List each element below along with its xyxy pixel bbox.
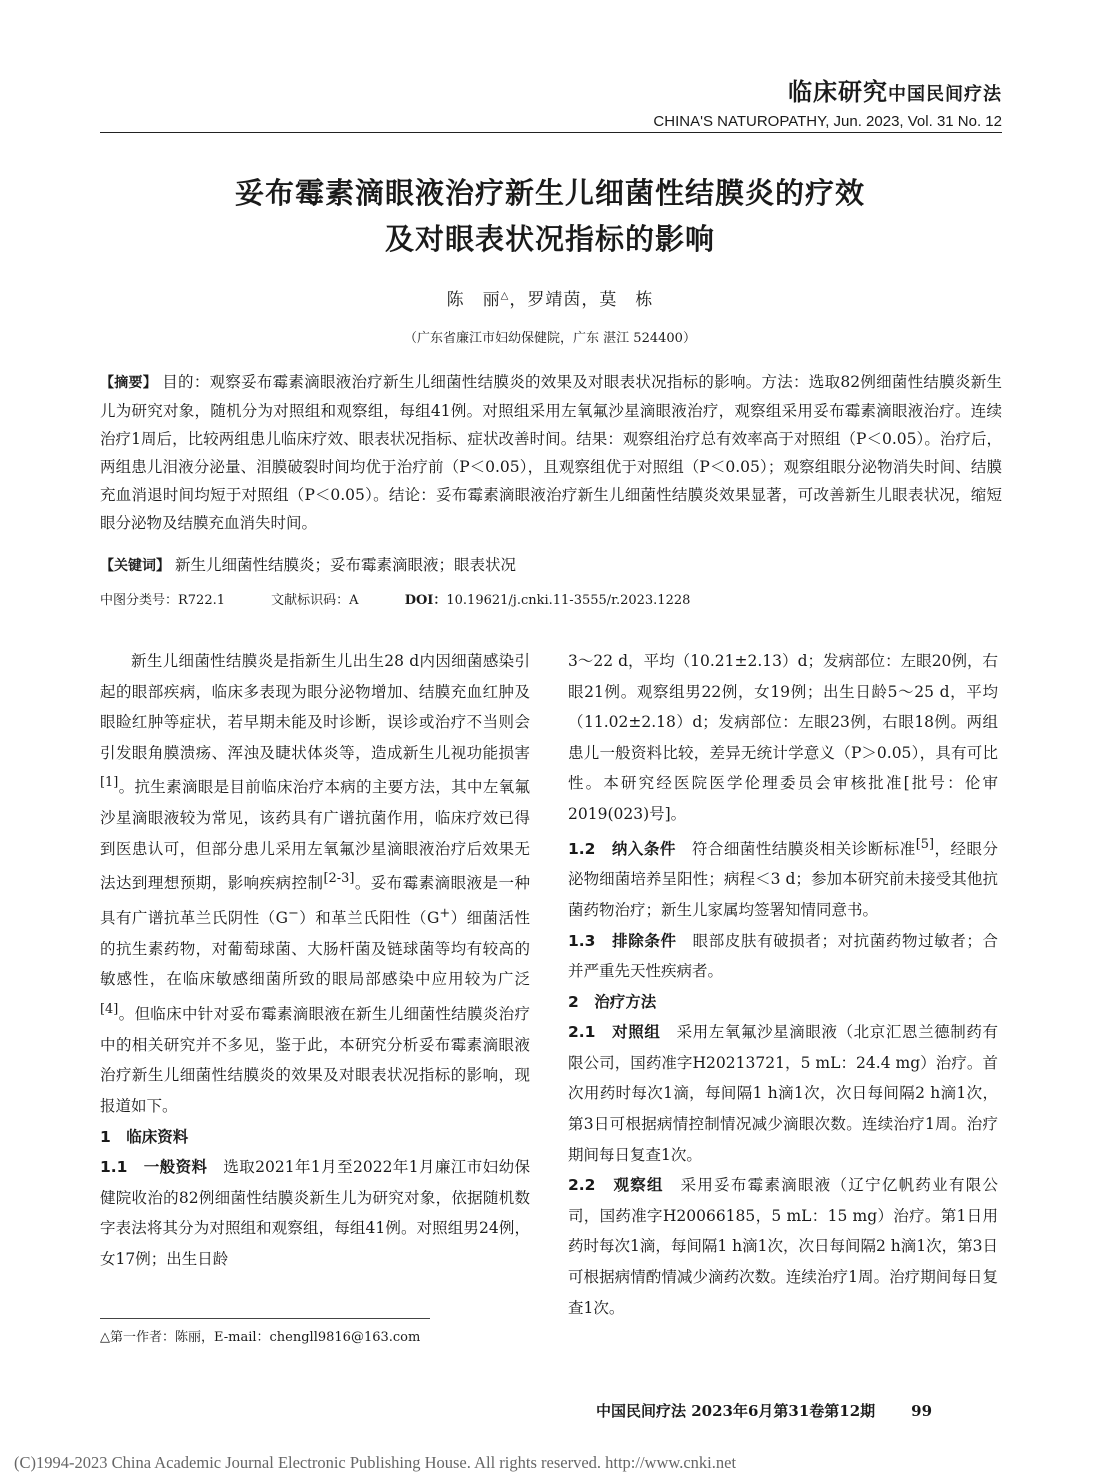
intro-text-5: ）细菌活性的抗生素药物，对葡萄球菌、大肠杆菌及链球菌等均有较高的敏感性，在临床敏感细菌所致的眼局部感染中应用较为广泛 bbox=[100, 909, 530, 989]
section-1-2-text: 符合细菌性结膜炎相关诊断标准 bbox=[675, 839, 916, 858]
keywords bbox=[100, 553, 1002, 575]
section-1-2-title: 1.2 纳入条件 bbox=[568, 839, 676, 858]
clc-number: 中图分类号：R722.1 bbox=[100, 593, 226, 608]
first-author: 陈 丽 bbox=[446, 290, 501, 310]
copyright-notice: (C)1994-2023 China Academic Journal Electronic Publishing House. All rights reserved. http://www.cnki.net bbox=[14, 1453, 737, 1472]
abstract-label: 【摘要】 bbox=[100, 375, 158, 391]
intro-text-2: 。抗生素滴眼是目前临床治疗本病的主要方法，其中左氧氟沙星滴眼液较为常见，该药具有广谱抗菌作用，临床疗效已得到医患认可，但部分患儿采用左氧氟沙星滴眼液治疗后效果无法达到理想预期，影响疾病控制 bbox=[100, 778, 530, 893]
header-citation: CHINA'S NATUROPATHY, Jun. 2023, Vol. 31 No. 12 bbox=[653, 113, 1002, 130]
first-author-mark: △ bbox=[500, 290, 510, 302]
gram-negative-sup: − bbox=[287, 906, 299, 922]
body-right-column bbox=[568, 646, 998, 1323]
section-1-1 bbox=[100, 1152, 530, 1274]
section-2-1 bbox=[568, 1017, 998, 1170]
section-1-3 bbox=[568, 926, 998, 987]
header-section: 临床研究 bbox=[788, 78, 888, 106]
citation-ref-4[interactable]: [4] bbox=[100, 1002, 119, 1017]
citation-ref-5[interactable]: [5] bbox=[915, 836, 935, 852]
gram-positive-sup: + bbox=[439, 906, 451, 922]
section-2-1-text: 采用左氧氟沙星滴眼液（北京汇恩兰德制药有限公司，国药准字H20213721，5 mL：24.4 mg）治疗。首次用药时每次1滴，每间隔1 h滴1次，次日每间隔2 h滴1次，第3日可根据病情控制情况减少滴眼次数。连续治疗1周。治疗期间每日复查1次。 bbox=[568, 1023, 998, 1164]
footnote-rule bbox=[100, 1318, 430, 1319]
abstract bbox=[100, 368, 1002, 537]
section-1-1-text: 选取2021年1月至2022年1月廉江市妇幼保健院收治的82例细菌性结膜炎新生儿为研究对象，依据随机数字表法将其分为对照组和观察组，每组41例。对照组男24例，女17例；出生日龄 bbox=[100, 1158, 530, 1268]
other-authors: ，罗靖茵，莫 栋 bbox=[509, 290, 654, 310]
section-1-2 bbox=[568, 830, 998, 926]
header-journal-name: 中国民间疗法 bbox=[888, 84, 1002, 105]
page-footer bbox=[596, 1400, 932, 1421]
body-left-column bbox=[100, 646, 530, 1275]
section-1-heading: 1 临床资料 bbox=[100, 1127, 189, 1146]
section-1-1-continued: 3～22 d，平均（10.21±2.13）d；发病部位：左眼20例，右眼21例。观察组男22例，女19例；出生日龄5～25 d，平均（11.02±2.18）d；发病部位：左眼23例，右眼18例。两组患儿一般资料比较，差异无统计学意义（P＞0.05），具有可比性。本研究经医院医学伦理委员会审核批准[批号：伦审2019(023)号]。 bbox=[568, 652, 998, 823]
footer-issue: 中国民间疗法 2023年6月第31卷第12期 bbox=[596, 1402, 876, 1420]
page-number: 99 bbox=[911, 1402, 933, 1420]
section-1-3-title: 1.3 排除条件 bbox=[568, 931, 677, 950]
section-2-2-text: 采用妥布霉素滴眼液（辽宁亿帆药业有限公司，国药准字H20066185，5 mL：15 mg）治疗。第1日用药时每次1滴，每间隔1 h滴1次，次日每间隔2 h滴1次，第3日可根据病情酌情减少滴药次数。连续治疗1周。治疗期间每日复查1次。 bbox=[568, 1176, 998, 1317]
title-line-2: 及对眼表状况指标的影响 bbox=[384, 222, 715, 256]
section-2-2-title: 2.2 观察组 bbox=[568, 1176, 664, 1195]
abstract-text: 目的：观察妥布霉素滴眼液治疗新生儿细菌性结膜炎的效果及对眼表状况指标的影响。方法：选取82例细菌性结膜炎新生儿为研究对象，随机分为对照组和观察组，每组41例。对照组采用左氧氟沙星滴眼液治疗，观察组采用妥布霉素滴眼液治疗。连续治疗1周后，比较两组患儿临床疗效、眼表状况指标、症状改善时间。结果：观察组治疗总有效率高于对照组（P＜0.05）。治疗后，两组患儿泪液分泌量、泪膜破裂时间均优于治疗前（P＜0.05），且观察组优于对照组（P＜0.05）；观察组眼分泌物消失时间、结膜充血消退时间均短于对照组（P＜0.05）。结论：妥布霉素滴眼液治疗新生儿细菌性结膜炎效果显著，可改善新生儿眼表状况，缩短眼分泌物及结膜充血消失时间。 bbox=[100, 373, 1002, 532]
article-title bbox=[100, 170, 1000, 262]
affiliation: （广东省廉江市妇幼保健院，广东 湛江 524400） bbox=[404, 331, 696, 346]
doi-label: DOI： bbox=[404, 593, 447, 608]
doi-value: 10.19621/j.cnki.11-3555/r.2023.1228 bbox=[446, 593, 691, 608]
document-code: 文献标识码：A bbox=[271, 593, 359, 608]
author-footnote: △第一作者：陈丽，E-mail：chengll9816@163.com bbox=[100, 1330, 421, 1345]
section-1-1-title: 1.1 一般资料 bbox=[100, 1158, 208, 1177]
title-line-1: 妥布霉素滴眼液治疗新生儿细菌性结膜炎的疗效 bbox=[234, 176, 865, 210]
section-2-1-title: 2.1 对照组 bbox=[568, 1023, 661, 1042]
intro-text-4: ）和革兰氏阳性（G bbox=[298, 909, 440, 928]
intro-text-1: 新生儿细菌性结膜炎是指新生儿出生28 d内因细菌感染引起的眼部疾病，临床多表现为眼分泌物增加、结膜充血红肿及眼睑红肿等症状，若早期未能及时诊断，误诊或治疗不当则会引发眼角膜溃疡、浑浊及睫状体炎等，造成新生儿视功能损害 bbox=[100, 652, 530, 762]
intro-paragraph bbox=[100, 646, 530, 1122]
running-header bbox=[0, 72, 1002, 130]
section-1-3-text: 眼部皮肤有破损者；对抗菌药物过敏者；合并严重先天性疾病者。 bbox=[568, 931, 998, 981]
header-rule bbox=[100, 132, 1002, 133]
keywords-label: 【关键词】 bbox=[100, 558, 170, 574]
section-1-2-text-2: ，经眼分泌物细菌培养呈阳性；病程＜3 d；参加本研究前未接受其他抗菌药物治疗；新生儿家属均签署知情同意书。 bbox=[568, 839, 998, 919]
citation-ref-2-3[interactable]: [2-3] bbox=[323, 871, 355, 887]
author-list bbox=[100, 285, 1000, 310]
section-2-2 bbox=[568, 1170, 998, 1323]
intro-text-3: 。妥布霉素滴眼液是一种具有广谱抗革兰氏阴性（G bbox=[100, 874, 530, 928]
classification-line bbox=[100, 589, 1002, 608]
section-2-heading: 2 治疗方法 bbox=[568, 992, 657, 1011]
intro-text-6: 。但临床中针对妥布霉素滴眼液在新生儿细菌性结膜炎治疗中的相关研究并不多见，鉴于此，本研究分析妥布霉素滴眼液治疗新生儿细菌性结膜炎的效果及对眼表状况指标的影响，现报道如下。 bbox=[100, 1005, 530, 1115]
citation-ref-1[interactable]: [1] bbox=[100, 775, 119, 791]
keywords-text: 新生儿细菌性结膜炎；妥布霉素滴眼液；眼表状况 bbox=[174, 556, 516, 574]
header-journal bbox=[0, 72, 1002, 107]
